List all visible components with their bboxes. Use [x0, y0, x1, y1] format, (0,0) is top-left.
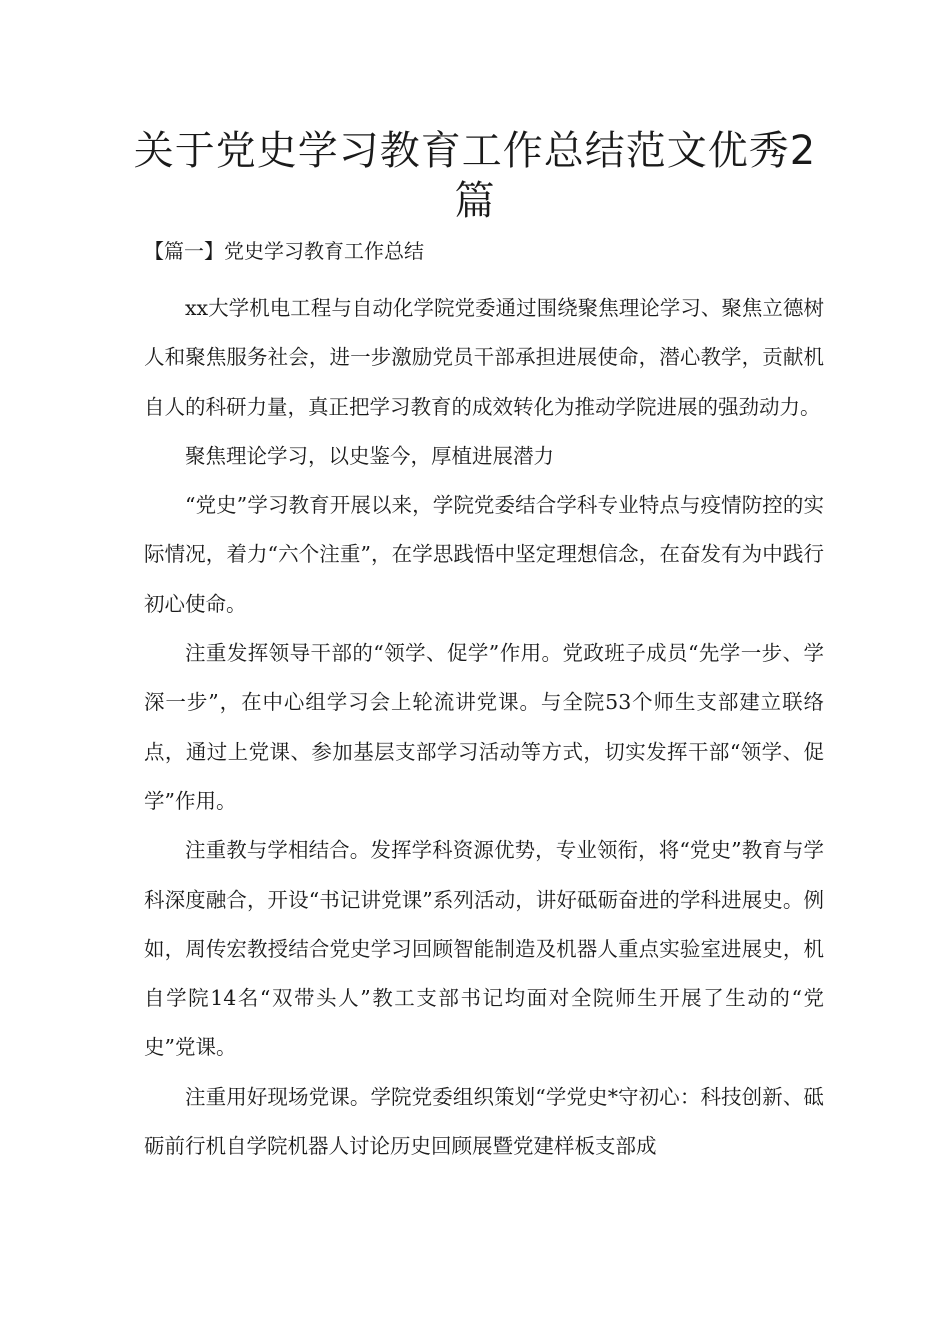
paragraph-subheading: 聚焦理论学习，以史鉴今，厚植进展潜力: [185, 443, 554, 468]
document-title: 关于党史学习教育工作总结范文优秀2篇: [133, 128, 817, 224]
section-heading: 【篇一】党史学习教育工作总结: [144, 239, 424, 263]
paragraph-leadership: 注重发挥领导干部的“领学、促学”作用。党政班子成员“先学一步、学深一步”，在中心组学习会上轮流讲党课。与全院53个师生支部建立联络点，通过上党课、参加基层支部学习活动等方式，切实发挥干部“领学、促学”作用。: [144, 641, 824, 813]
paragraph-teaching: 注重教与学相结合。发挥学科资源优势，专业领衔，将“党史”教育与学科深度融合，开设“书记讲党课”系列活动，讲好砥砺奋进的学科进展史。例如，周传宏教授结合党史学习回顾智能制造及机器人重点实验室进展史，机自学院14名“双带头人”教工支部书记均面对全院师生开展了生动的“党史”党课。: [144, 838, 824, 1060]
paragraph-onsite-lessons: 注重用好现场党课。学院党委组织策划“学党史*守初心：科技创新、砥砺前行机自学院机器人讨论历史回顾展暨党建样板支部成: [144, 1084, 824, 1159]
document-body: [144, 284, 824, 1171]
paragraph-overview: “党史”学习教育开展以来，学院党委结合学科专业特点与疫情防控的实际情况，着力“六个注重”，在学思践悟中坚定理想信念，在奋发有为中践行初心使命。: [144, 493, 824, 616]
paragraph-intro: xx大学机电工程与自动化学院党委通过围绕聚焦理论学习、聚焦立德树人和聚焦服务社会，进一步激励党员干部承担进展使命，潜心教学，贡献机自人的科研力量，真正把学习教育的成效转化为推动学院进展的强劲动力。: [144, 296, 824, 419]
